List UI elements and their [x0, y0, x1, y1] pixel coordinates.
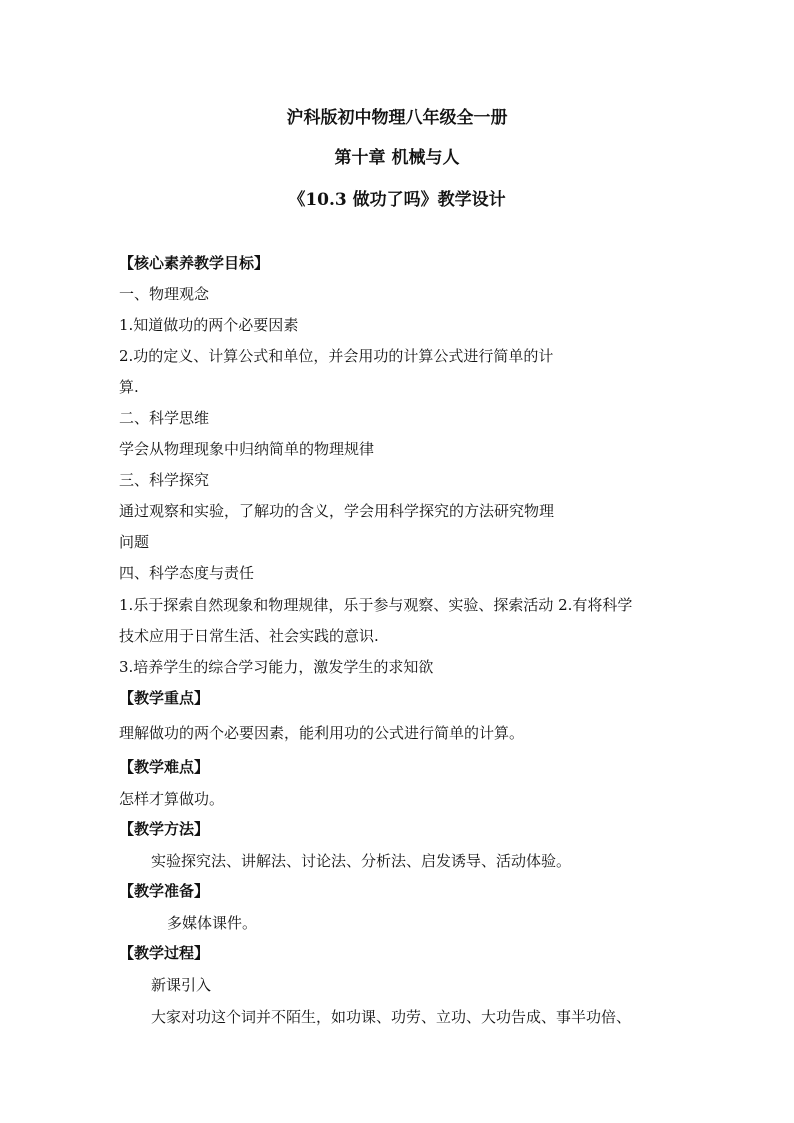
- difficulties-text: 怎样才算做功。: [119, 790, 225, 808]
- preparation-text: 多媒体课件。: [167, 914, 258, 932]
- scientific-thinking-heading: 二、科学思维: [119, 409, 210, 427]
- objectives-heading: 【核心素养教学目标】: [119, 254, 270, 272]
- intro-text: 大家对功这个词并不陌生，如功课、功劳、立功、大功告成、事半功倍、: [151, 1008, 632, 1026]
- key-points-text: 理解做功的两个必要因素，能利用功的公式进行简单的计算。: [119, 724, 525, 742]
- attitude-line-1: 1.乐于探索自然现象和物理规律，乐于参与观察、实验、探索活动 2.有将科学: [119, 596, 633, 614]
- scientific-inquiry-heading: 三、科学探究: [119, 471, 210, 489]
- physics-concept-item-2-line-2: 算.: [119, 378, 139, 396]
- intro-heading: 新课引入: [151, 976, 212, 994]
- methods-heading: 【教学方法】: [119, 820, 210, 838]
- attitude-line-2: 技术应用于日常生活、社会实践的意识.: [119, 627, 379, 645]
- scientific-thinking-text: 学会从物理现象中归纳简单的物理规律: [119, 440, 375, 458]
- scientific-inquiry-line-2: 问题: [119, 533, 150, 551]
- attitude-line-3: 3.培养学生的综合学习能力，激发学生的求知欲: [119, 658, 434, 676]
- key-points-heading: 【教学重点】: [119, 689, 210, 707]
- attitude-heading: 四、科学态度与责任: [119, 564, 255, 582]
- scientific-inquiry-line-1: 通过观察和实验，了解功的含义，学会用科学探究的方法研究物理: [119, 502, 555, 520]
- physics-concept-item-1: 1.知道做功的两个必要因素: [119, 316, 299, 334]
- lesson-title: 《10.3 做功了吗》教学设计: [288, 190, 506, 210]
- chapter-title: 第十章 机械与人: [334, 148, 460, 168]
- methods-text: 实验探究法、讲解法、讨论法、分析法、启发诱导、活动体验。: [151, 852, 572, 870]
- physics-concept-heading: 一、物理观念: [119, 285, 210, 303]
- process-heading: 【教学过程】: [119, 944, 210, 962]
- preparation-heading: 【教学准备】: [119, 882, 210, 900]
- difficulties-heading: 【教学难点】: [119, 758, 210, 776]
- physics-concept-item-2-line-1: 2.功的定义、计算公式和单位，并会用功的计算公式进行简单的计: [119, 347, 554, 365]
- book-title: 沪科版初中物理八年级全一册: [286, 108, 508, 128]
